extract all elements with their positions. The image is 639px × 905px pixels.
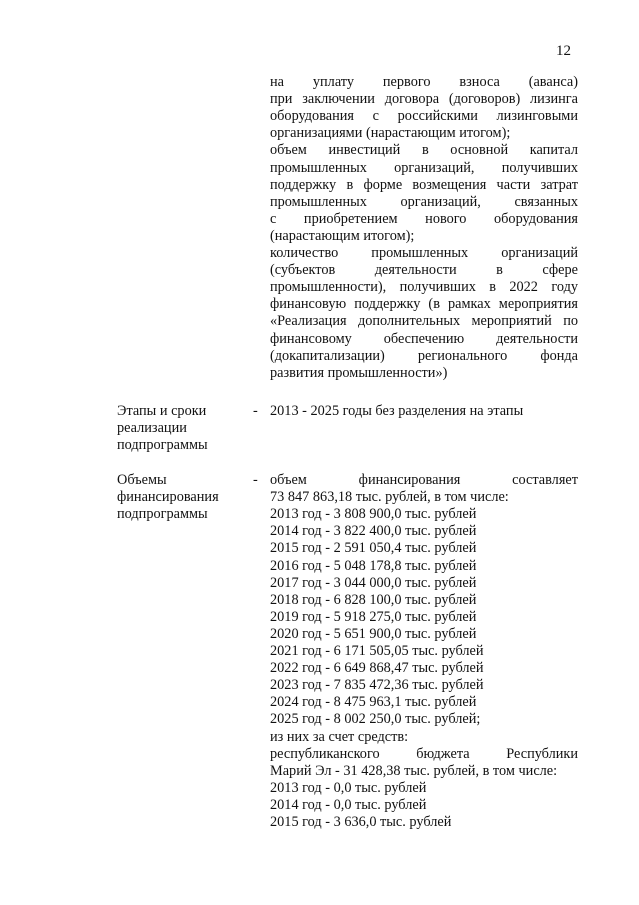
text-line: с приобретением нового оборудования bbox=[270, 210, 578, 227]
text-line: 2023 год - 7 835 472,36 тыс. рублей bbox=[270, 677, 484, 694]
funding-dash: - bbox=[253, 472, 258, 488]
text-line: на уплату первого взноса (аванса) bbox=[270, 74, 578, 90]
label-line: Этапы и сроки bbox=[117, 403, 207, 419]
text-line: (докапитализации) регионального фонда bbox=[270, 347, 578, 364]
text-line: 2024 год - 8 475 963,1 тыс. рублей bbox=[270, 694, 477, 711]
text-line: при заключении договора (договоров) лизинга bbox=[270, 91, 578, 108]
text-line: (субъектов деятельности в сфере bbox=[270, 262, 578, 279]
text-line: количество промышленных организаций bbox=[270, 245, 578, 261]
text-line: 2025 год - 8 002 250,0 тыс. рублей; bbox=[270, 711, 481, 728]
text-line: финансовую поддержку (в рамках мероприятия bbox=[270, 296, 578, 313]
text-line: 2013 год - 0,0 тыс. рублей bbox=[270, 779, 427, 796]
text-line: республиканского бюджета Республики bbox=[270, 745, 578, 762]
stages-dash: - bbox=[253, 403, 258, 419]
text-line: промышленности), получивших в 2022 году bbox=[270, 279, 578, 296]
text-line: 2013 год - 3 808 900,0 тыс. рублей bbox=[270, 506, 477, 523]
text-line: 2022 год - 6 649 868,47 тыс. рублей bbox=[270, 660, 484, 677]
text-line: 2020 год - 5 651 900,0 тыс. рублей bbox=[270, 625, 477, 642]
text-line: из них за счет средств: bbox=[270, 728, 409, 745]
label-line: подпрограммы bbox=[117, 437, 208, 454]
text-line: 2014 год - 0,0 тыс. рублей bbox=[270, 796, 427, 813]
text-line: организациями (нарастающим итогом); bbox=[270, 125, 511, 142]
label-line: финансирования bbox=[117, 489, 219, 506]
text-line: 2021 год - 6 171 505,05 тыс. рублей bbox=[270, 643, 484, 659]
text-line: объем инвестиций в основной капитал bbox=[270, 142, 578, 159]
page-number: 12 bbox=[556, 43, 571, 59]
text-line: поддержку в форме возмещения части затрат bbox=[270, 176, 578, 193]
text-line: 2015 год - 3 636,0 тыс. рублей bbox=[270, 814, 452, 830]
text-line: промышленных организаций, получивших bbox=[270, 159, 578, 176]
text-line: Марий Эл - 31 428,38 тыс. рублей, в том числе: bbox=[270, 762, 558, 779]
text-line: 73 847 863,18 тыс. рублей, в том числе: bbox=[270, 489, 509, 506]
text-line: 2018 год - 6 828 100,0 тыс. рублей bbox=[270, 591, 477, 608]
text-line: 2014 год - 3 822 400,0 тыс. рублей bbox=[270, 523, 477, 540]
text-line: 2019 год - 5 918 275,0 тыс. рублей bbox=[270, 608, 477, 625]
text-line: «Реализация дополнительных мероприятий по bbox=[270, 313, 578, 330]
text-line: 2017 год - 3 044 000,0 тыс. рублей bbox=[270, 574, 477, 591]
text-line: 2016 год - 5 048 178,8 тыс. рублей bbox=[270, 557, 477, 574]
text-line: объем финансирования составляет bbox=[270, 472, 578, 488]
text-line: (нарастающим итогом); bbox=[270, 227, 415, 244]
label-line: реализации bbox=[117, 420, 187, 437]
stages-value: 2013 - 2025 годы без разделения на этапы bbox=[270, 403, 524, 419]
text-line: 2015 год - 2 591 050,4 тыс. рублей bbox=[270, 540, 477, 557]
text-line: оборудования с российскими лизинговыми bbox=[270, 108, 578, 125]
text-line: промышленных организаций, связанных bbox=[270, 193, 578, 210]
label-line: Объемы bbox=[117, 472, 167, 488]
label-line: подпрограммы bbox=[117, 506, 208, 523]
text-line: финансовому обеспечению деятельности bbox=[270, 330, 578, 347]
text-line: развития промышленности») bbox=[270, 364, 448, 381]
